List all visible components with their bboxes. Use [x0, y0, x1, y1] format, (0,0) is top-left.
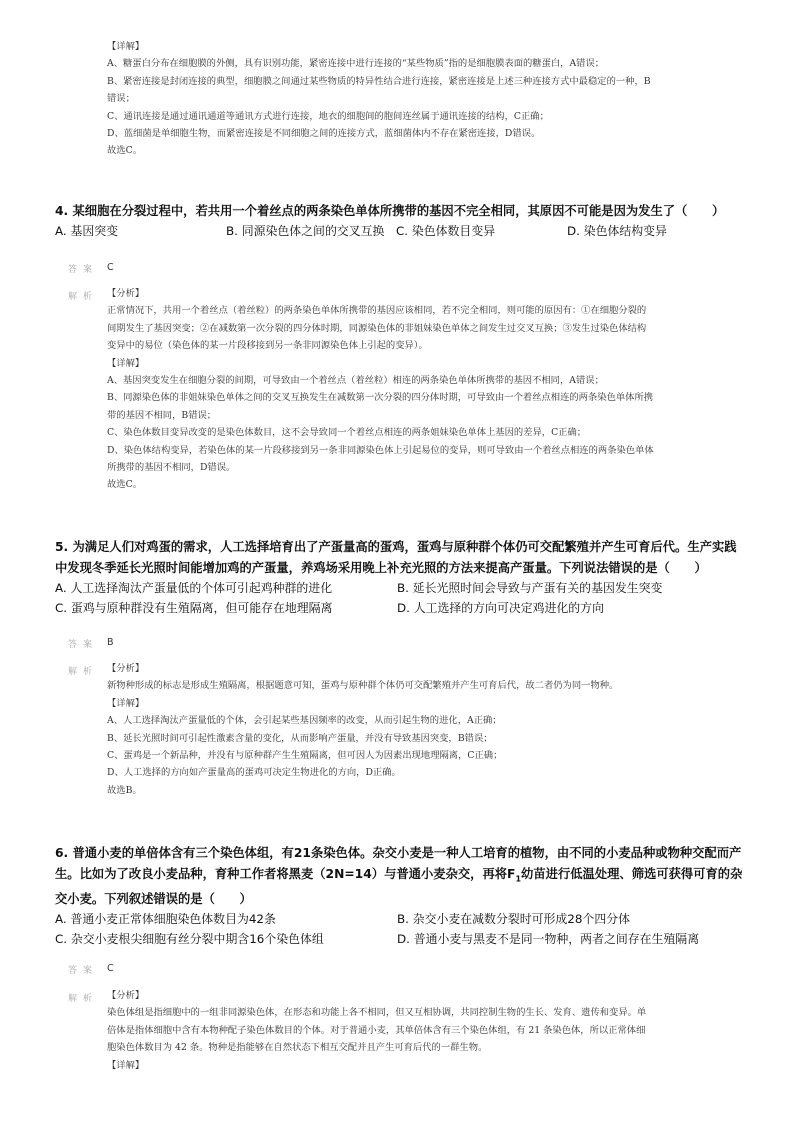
subscript: 1: [515, 874, 522, 884]
expl-line: C、蛋鸡是一个新品种，并没有与原种群产生生殖隔离，但可因人为因素出现地理隔离，C正确；: [107, 750, 503, 762]
option-d[interactable]: D. 人工选择的方向可决定鸡进化的方向: [397, 600, 604, 615]
option-b[interactable]: B. 同源染色体之间的交叉互换: [226, 224, 385, 238]
option-b[interactable]: B. 杂交小麦在减数分裂时可形成28个四分体: [397, 912, 630, 927]
expl-line: 倍体是指体细胞中含有本物种配子染色体数目的个体。对于普通小麦，其单倍体含有三个染色体组，有 21 条染色体，所以正常体细: [107, 1024, 646, 1036]
question-6-text-part2: 幼苗进行低温处理、筛选可获得可育的杂交小麦。下列叙述错误的是（ ）: [55, 867, 743, 907]
option-c[interactable]: C. 杂交小麦根尖细胞有丝分裂中期含16个染色体组: [55, 931, 324, 946]
expl-line: D、蓝细菌是单细胞生物，而紧密连接是不同细胞之间的连接方式，蓝细菌体内不存在紧密连接，D错误。: [107, 128, 541, 140]
expl-line: 故选C。: [107, 145, 143, 157]
analysis-label: 解析: [68, 292, 99, 302]
expl-line: 间期发生了基因突变；②在减数第一次分裂的四分体时期，同源染色体的非姐妹染色单体之间发生过交叉互换；③发生过染色体结构: [107, 322, 647, 334]
expl-line: 【详解】: [107, 41, 145, 52]
question-5-options: [55, 579, 745, 618]
expl-line: 正常情况下，共用一个着丝点（着丝粒）的两条染色单体所携带的基因应该相同，若不完全相同，则可能的原因有：①在细胞分裂的: [107, 305, 647, 317]
question-4-text: 4. 某细胞在分裂过程中，若共用一个着丝点的两条染色单体所携带的基因不完全相同，其原因不可能是因为发生了（ ）: [55, 204, 725, 218]
expl-line: 【详解】: [107, 697, 145, 709]
expl-line: B、紧密连接是封闭连接的典型，细胞膜之间通过某些物质的特异性结合进行连接，紧密连接是上述三种连接方式中最稳定的一种，B: [107, 75, 651, 87]
expl-line: 所携带的基因不相同，D错误。: [107, 462, 236, 474]
expl-line: B、延长光照时间可引起性激素含量的变化，从而影响产蛋量，并没有导致基因突变，B错误；: [107, 732, 493, 744]
analysis-label: 解析: [68, 994, 99, 1004]
expl-line: 故选C。: [107, 479, 143, 491]
expl-line: 【分析】: [107, 990, 145, 1001]
answer-value: B: [107, 637, 114, 648]
expl-line: 胞染色体数目为 42 条。物种是指能够在自然状态下相互交配并且产生可育后代的一群生物。: [107, 1042, 488, 1054]
option-c[interactable]: C. 蛋鸡与原种群没有生殖隔离，但可能存在地理隔离: [55, 600, 333, 615]
expl-line: 故选B。: [107, 784, 142, 796]
q3-explanation: [107, 38, 727, 160]
option-b[interactable]: B. 延长光照时间会导致与产蛋有关的基因发生突变: [397, 581, 663, 595]
answer-value: C: [107, 262, 114, 273]
expl-line: A、糖蛋白分布在细胞膜的外侧，具有识别功能，紧密连接中进行连接的“某些物质”指的是细胞膜表面的糖蛋白，A错误；: [107, 58, 605, 70]
question-6-text: [55, 843, 745, 910]
answer-value: C: [107, 963, 114, 974]
expl-line: 新物种形成的标志是形成生殖隔离，根据题意可知，蛋鸡与原种群个体仍可交配繁殖并产生可育后代，故二者仍为同一物种。: [107, 680, 619, 692]
expl-line: 【分析】: [107, 288, 145, 299]
question-6-text-part1: 6. 普通小麦的单倍体含有三个染色体组，有21条染色体。杂交小麦是一种人工培育的植物，由不同的小麦品种或物种交配而产生。比如为了改良小麦品种，育种工作者将黑麦（2N=14）与普通小麦杂交，再将F: [55, 846, 742, 881]
expl-line: D、人工选择的方向如产蛋量高的蛋鸡可决定生物进化的方向，D正确。: [107, 767, 401, 779]
question-4: [55, 201, 745, 242]
answer-label: 答案: [68, 966, 99, 976]
expl-line: 【详解】: [107, 1059, 145, 1071]
expl-line: C、染色体数目变异改变的是染色体数目，这不会导致同一个着丝点相连的两条姐妹染色单体上基因的差异，C正确；: [107, 427, 587, 439]
expl-line: 【详解】: [107, 357, 145, 369]
option-d[interactable]: D. 染色体结构变异: [567, 224, 667, 238]
answer-label: 答案: [68, 265, 99, 275]
expl-line: 带的基因不相同，B错误；: [107, 409, 217, 421]
option-d[interactable]: D. 普通小麦与黑麦不是同一物种，两者之间存在生殖隔离: [397, 931, 700, 946]
expl-line: B、同源染色体的非姐妹染色单体之间的交叉互换发生在减数第一次分裂的四分体时期，可导致由一个着丝点相连的两条染色单体所携: [107, 392, 654, 404]
question-5-explanation: [107, 660, 727, 799]
question-5: [55, 537, 745, 618]
answer-label: 答案: [68, 640, 99, 650]
question-6-explanation: [107, 987, 727, 1074]
expl-line: C、通讯连接是通过通讯通道等通讯方式进行连接，地衣的细胞间的胞间连丝属于通讯连接的结构，C正确；: [107, 110, 549, 122]
question-5-text: 5. 为满足人们对鸡蛋的需求，人工选择培育出了产蛋量高的蛋鸡，蛋鸡与原种群个体仍可交配繁殖并产生可育后代。生产实践中发现冬季延长光照时间能增加鸡的产蛋量，养鸡场采用晚上补充光照的方法来提高产蛋量。下列说法错误的是（ ）: [55, 540, 737, 575]
expl-line: A、人工选择淘汰产蛋量低的个体，会引起某些基因频率的改变，从而引起生物的进化，A正确；: [107, 715, 502, 727]
question-4-explanation: [107, 285, 727, 494]
question-6: [55, 843, 745, 949]
option-a[interactable]: A. 人工选择淘汰产蛋量低的个体可引起鸡种群的进化: [55, 581, 333, 595]
analysis-label: 解析: [68, 667, 99, 677]
expl-line: 染色体组是指细胞中的一组非同源染色体，在形态和功能上各不相同，但又互相协调，共同控制生物的生长、发育、遗传和变异。单: [107, 1007, 647, 1019]
option-a[interactable]: A. 基因突变: [55, 224, 119, 238]
option-a[interactable]: A. 普通小麦正常体细胞染色体数目为42条: [55, 912, 276, 927]
expl-line: D、染色体结构变异，若染色体的某一片段移接到另一条非同源染色体上引起易位的变异，则可导致由一个着丝点相连的两条染色单体: [107, 444, 654, 456]
expl-line: 错误；: [107, 93, 135, 105]
expl-line: 【分析】: [107, 663, 145, 674]
expl-line: A、基因突变发生在细胞分裂的间期，可导致由一个着丝点（着丝粒）相连的两条染色单体所携带的基因不相同，A错误；: [107, 375, 604, 387]
option-c[interactable]: C. 染色体数目变异: [396, 224, 496, 238]
question-6-options: [55, 910, 745, 949]
expl-line: 变异中的易位（染色体的某一片段移接到另一条非同源染色体上引起的变异）。: [107, 340, 428, 352]
question-4-options: [55, 222, 745, 242]
